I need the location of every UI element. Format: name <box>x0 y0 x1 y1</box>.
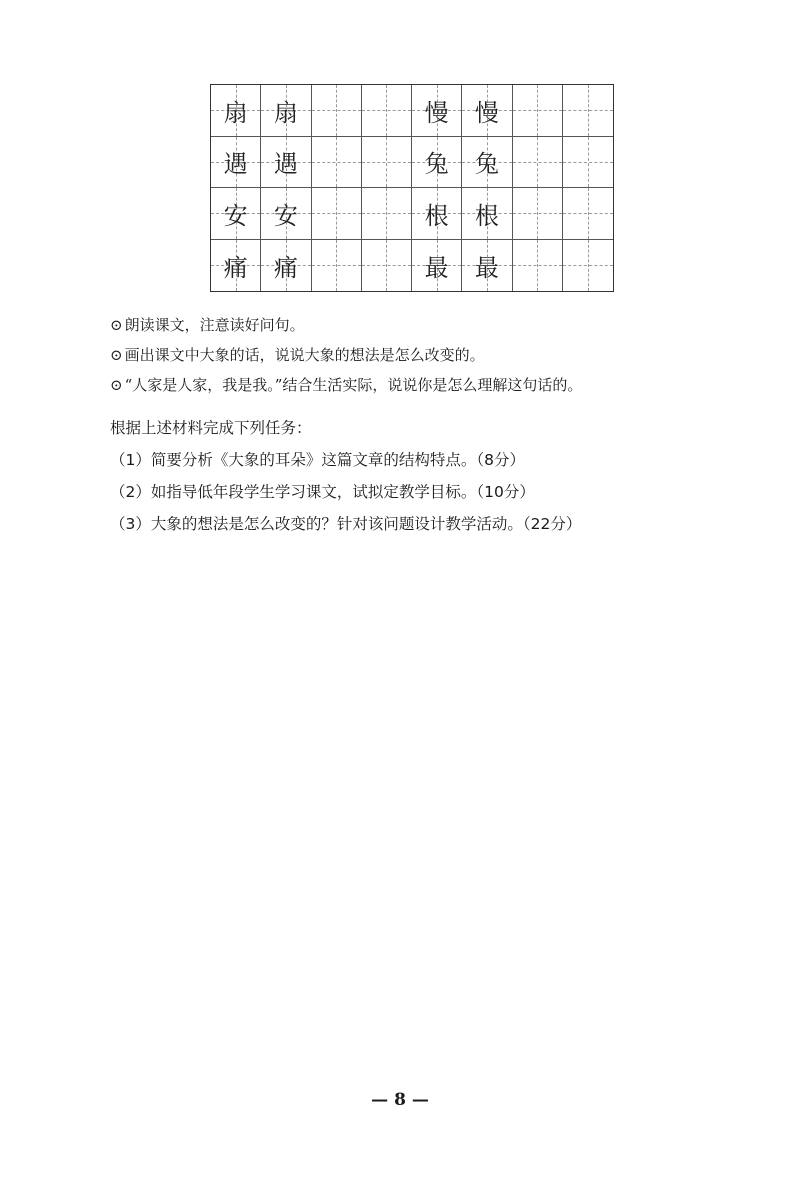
grid-cell <box>261 137 311 189</box>
grid-cell <box>412 188 462 240</box>
instruction-item <box>110 370 582 400</box>
grid-cell <box>261 188 311 240</box>
grid-char: 安 <box>273 201 298 230</box>
grid-cell <box>211 137 261 189</box>
grid-cell <box>261 240 311 292</box>
grid-char: 扇 <box>223 98 248 127</box>
page-number: — 8 — <box>371 1090 429 1110</box>
grid-char: 慢 <box>474 98 499 127</box>
grid-char: 痛 <box>223 253 248 282</box>
grid-cell <box>211 240 261 292</box>
task-item: （3）大象的想法是怎么改变的？针对该问题设计教学活动。（22分） <box>110 515 582 533</box>
grid-cell <box>563 137 613 189</box>
grid-cell <box>513 85 563 137</box>
grid-cell <box>362 188 412 240</box>
instruction-item <box>110 340 582 370</box>
grid-char: 兔 <box>424 150 449 179</box>
task-item: （1）简要分析《大象的耳朵》这篇文章的结构特点。（8分） <box>110 451 525 469</box>
grid-cell <box>312 137 362 189</box>
grid-cell <box>513 188 563 240</box>
grid-char: 根 <box>474 201 499 230</box>
grid-cell <box>412 137 462 189</box>
grid-cell <box>362 137 412 189</box>
grid-cell <box>312 188 362 240</box>
bullet-circle-icon: ⊙ <box>110 316 123 334</box>
grid-cell <box>362 85 412 137</box>
grid-char: 最 <box>424 253 449 282</box>
instruction-text: “人家是人家，我是我。”结合生活实际，说说你是怎么理解这句话的。 <box>124 376 583 394</box>
character-practice-grid <box>210 84 614 292</box>
grid-cell <box>211 188 261 240</box>
grid-char: 扇 <box>273 98 298 127</box>
grid-cell <box>513 137 563 189</box>
grid-cell <box>362 240 412 292</box>
grid-char: 慢 <box>424 98 449 127</box>
bullet-circle-icon: ⊙ <box>110 346 123 364</box>
bullet-circle-icon: ⊙ <box>110 376 123 394</box>
grid-char: 最 <box>474 253 499 282</box>
instruction-text: 画出课文中大象的话，说说大象的想法是怎么改变的。 <box>124 346 485 364</box>
grid-cell <box>412 240 462 292</box>
grid-cell <box>563 188 613 240</box>
grid-cell <box>462 240 512 292</box>
task-item: （2）如指导低年段学生学习课文，试拟定教学目标。（10分） <box>110 483 535 501</box>
grid-char: 遇 <box>273 150 298 179</box>
grid-cell <box>563 240 613 292</box>
grid-char: 安 <box>223 201 248 230</box>
grid-cell <box>513 240 563 292</box>
grid-cell <box>312 240 362 292</box>
instruction-text: 朗读课文，注意读好问句。 <box>124 316 305 334</box>
grid-cell <box>312 85 362 137</box>
grid-char: 根 <box>424 201 449 230</box>
task-list <box>110 412 581 540</box>
grid-cell <box>261 85 311 137</box>
grid-cell <box>563 85 613 137</box>
reading-instructions <box>110 310 582 400</box>
instruction-item <box>110 310 582 340</box>
grid-cell <box>462 188 512 240</box>
grid-cell <box>211 85 261 137</box>
grid-char: 兔 <box>474 150 499 179</box>
grid-char: 遇 <box>223 150 248 179</box>
grid-cell <box>412 85 462 137</box>
grid-cell <box>462 85 512 137</box>
grid-cell <box>462 137 512 189</box>
task-intro: 根据上述材料完成下列任务： <box>110 419 312 437</box>
grid-char: 痛 <box>273 253 298 282</box>
